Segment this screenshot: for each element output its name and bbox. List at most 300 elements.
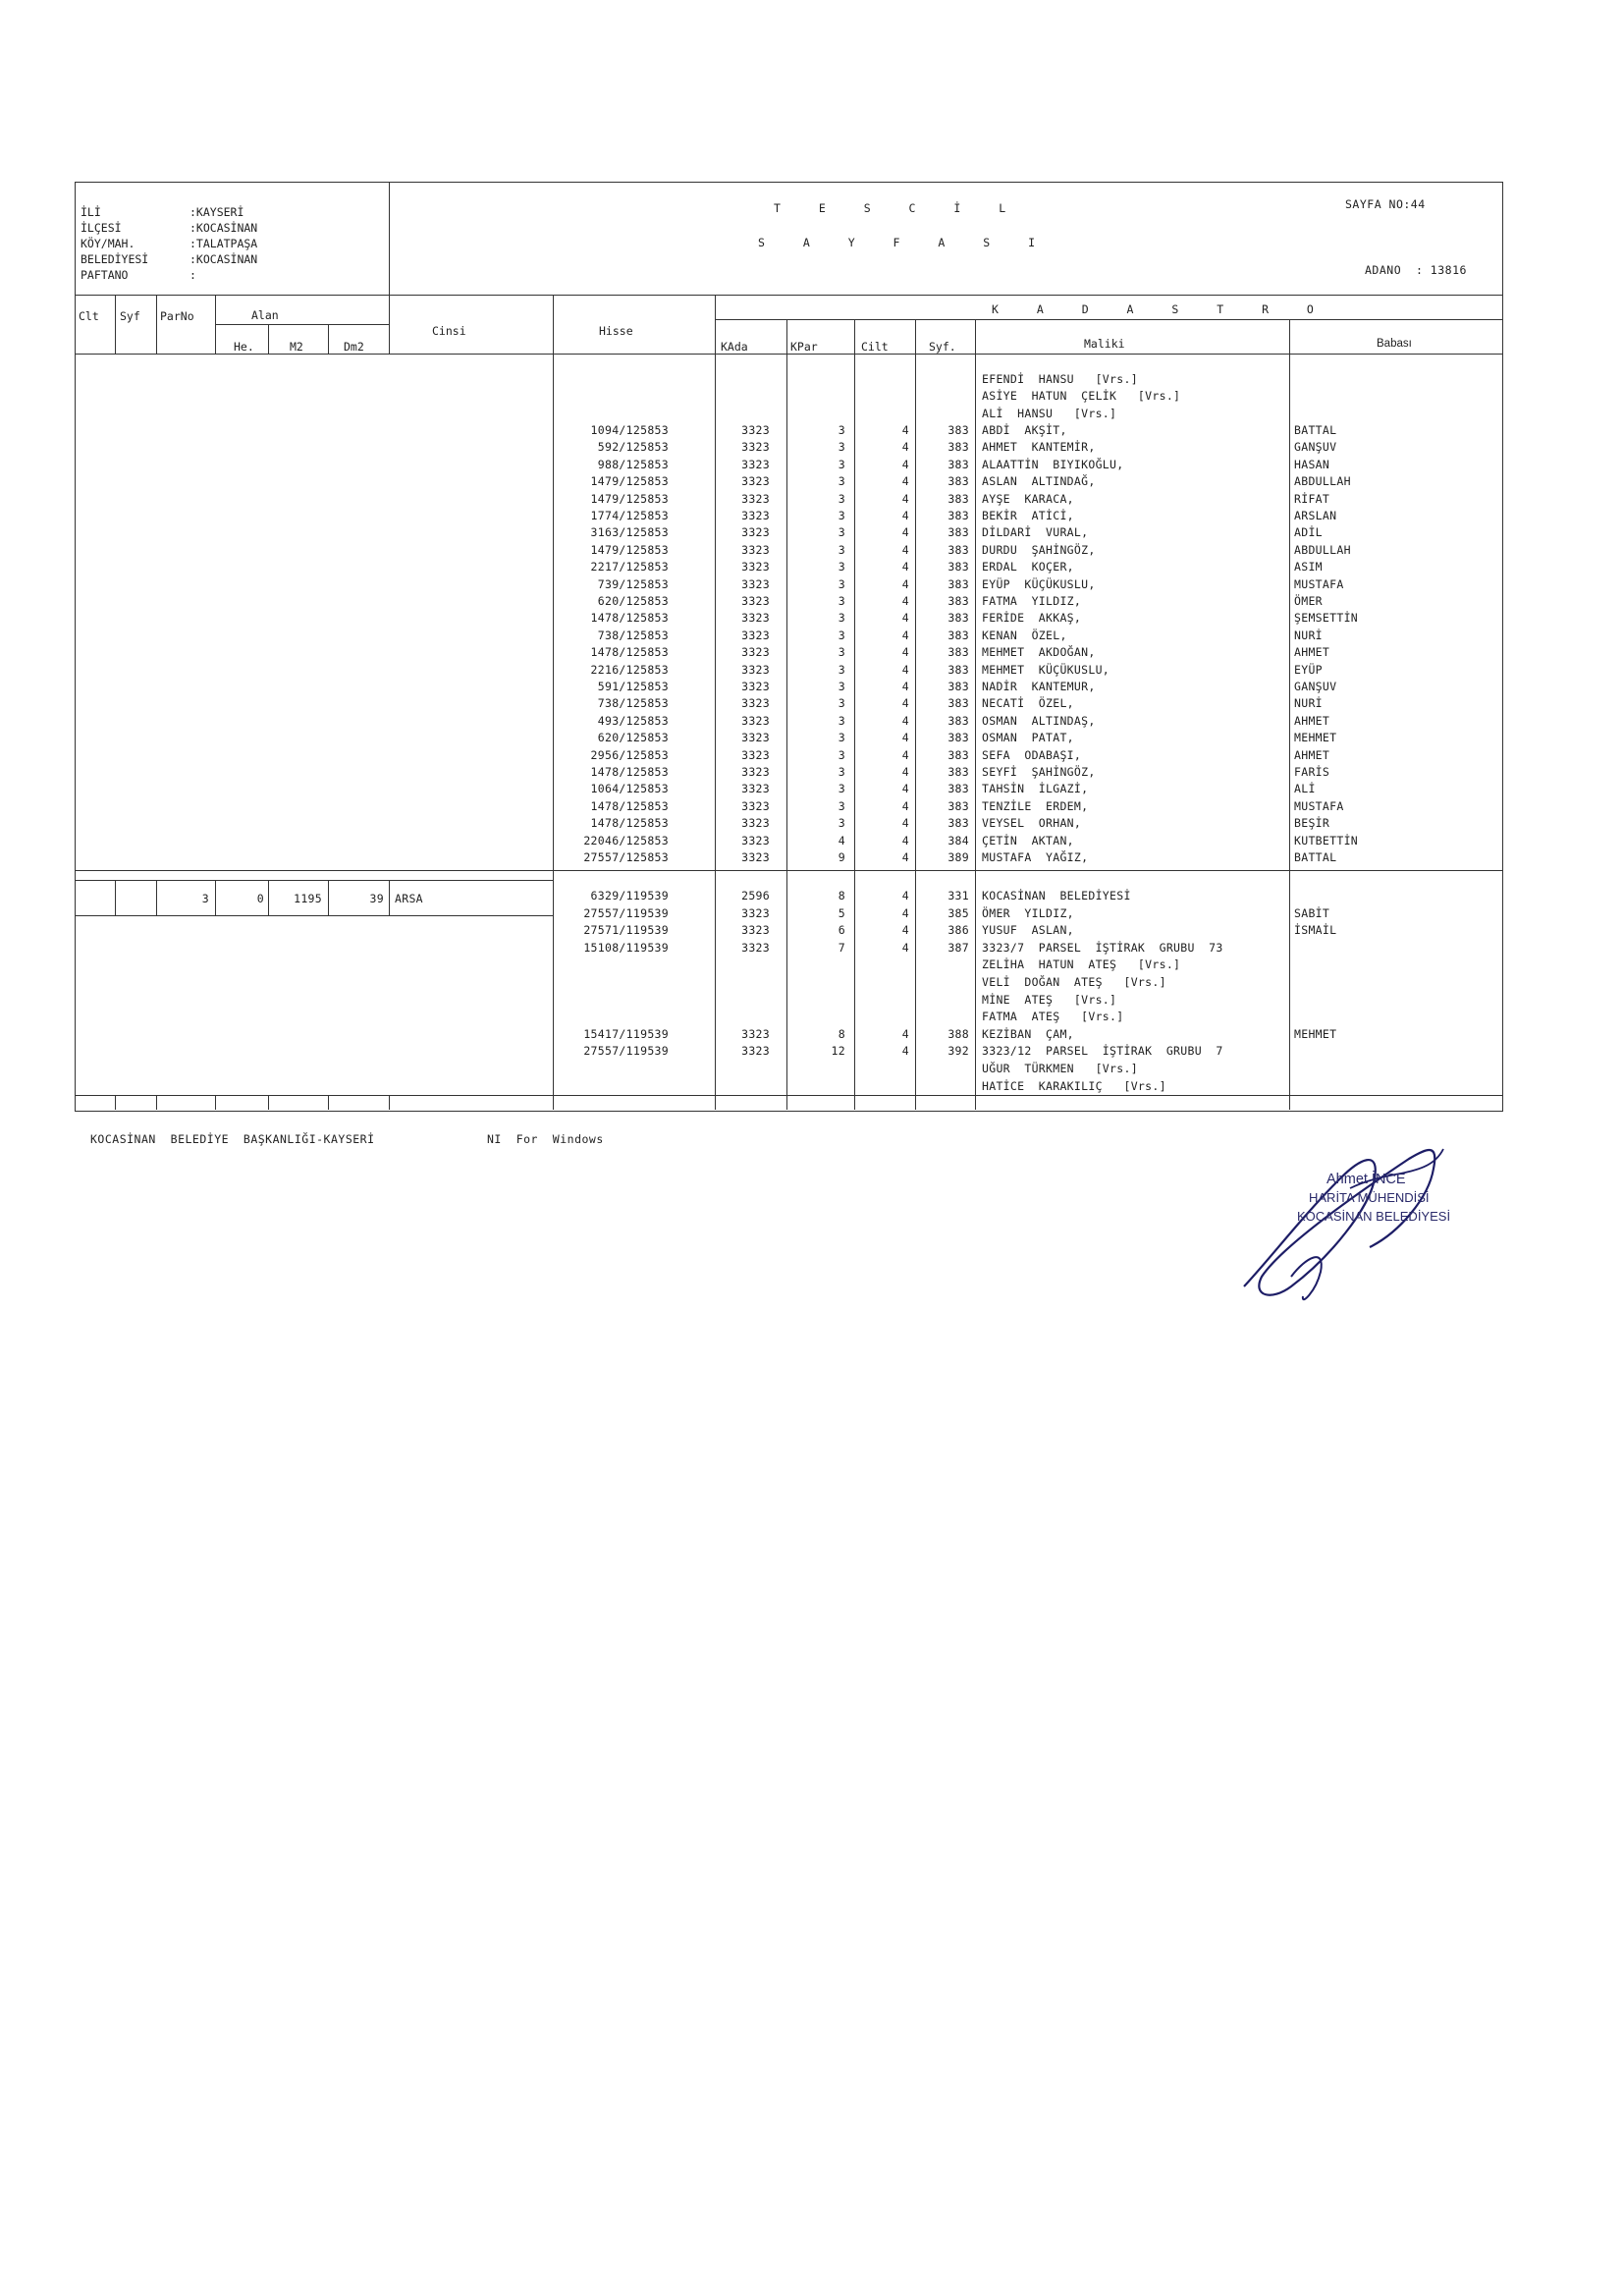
table-row bbox=[0, 888, 1624, 904]
babasi-cell: ABDULLAH bbox=[1294, 542, 1351, 557]
value-ilcesi: :KOCASİNAN bbox=[189, 221, 258, 235]
cilt-cell: 4 bbox=[901, 696, 909, 711]
cilt-cell: 4 bbox=[901, 628, 909, 642]
kpar-cell: 9 bbox=[838, 850, 845, 864]
hisse-cell: 1479/125853 bbox=[590, 474, 669, 489]
table-row bbox=[0, 1043, 1624, 1060]
maliki-cell: DURDU ŞAHİNGÖZ, bbox=[982, 542, 1096, 557]
maliki-cell: 3323/12 PARSEL İŞTİRAK GRUBU 7 bbox=[982, 1044, 1223, 1059]
table-row bbox=[0, 940, 1624, 957]
maliki-cell: MİNE ATEŞ [Vrs.] bbox=[982, 992, 1117, 1007]
syf-cell: 387 bbox=[947, 940, 969, 955]
table-row bbox=[0, 833, 1624, 849]
maliki-cell: HATİCE KARAKILIÇ [Vrs.] bbox=[982, 1078, 1166, 1093]
maliki-cell: YUSUF ASLAN, bbox=[982, 923, 1074, 938]
cilt-cell: 4 bbox=[901, 680, 909, 693]
kpar-cell: 3 bbox=[838, 525, 845, 540]
syf-cell: 383 bbox=[947, 782, 969, 796]
maliki-cell: DİLDARİ VURAL, bbox=[982, 525, 1089, 540]
col-syf2: Syf. bbox=[929, 340, 956, 354]
kada-cell: 3323 bbox=[741, 782, 770, 796]
kada-cell: 3323 bbox=[741, 747, 770, 762]
babasi-cell: ABDULLAH bbox=[1294, 474, 1351, 489]
maliki-cell: ALAATTİN BIYIKOĞLU, bbox=[982, 457, 1124, 471]
table-row bbox=[0, 422, 1624, 439]
kpar-cell: 3 bbox=[838, 423, 845, 437]
maliki-cell: AHMET KANTEMİR, bbox=[982, 440, 1096, 455]
label-koy-mah: KÖY/MAH. bbox=[81, 237, 135, 250]
title-sayfasi: S A Y F A S I bbox=[758, 236, 1052, 249]
maliki-cell: ERDAL KOÇER, bbox=[982, 560, 1074, 574]
babasi-cell: MEHMET bbox=[1294, 1026, 1337, 1041]
kada-cell: 2596 bbox=[741, 889, 770, 902]
table-row bbox=[0, 593, 1624, 610]
syf-cell: 383 bbox=[947, 594, 969, 608]
syf-cell: 383 bbox=[947, 423, 969, 437]
babasi-cell: BATTAL bbox=[1294, 423, 1337, 437]
table-row bbox=[0, 957, 1624, 973]
babasi-cell: MUSTAFA bbox=[1294, 798, 1344, 813]
babasi-cell: EYÜP bbox=[1294, 662, 1323, 677]
cilt-cell: 4 bbox=[901, 423, 909, 437]
maliki-cell: KEZİBAN ÇAM, bbox=[982, 1026, 1074, 1041]
kada-cell: 3323 bbox=[741, 731, 770, 745]
syf-cell: 383 bbox=[947, 645, 969, 660]
babasi-cell: ARSLAN bbox=[1294, 509, 1337, 522]
kpar-cell: 3 bbox=[838, 680, 845, 693]
maliki-cell: FATMA ATEŞ [Vrs.] bbox=[982, 1010, 1124, 1024]
table-row bbox=[0, 1026, 1624, 1043]
value-ili: :KAYSERİ bbox=[189, 205, 244, 219]
syf-cell: 385 bbox=[947, 905, 969, 920]
cilt-cell: 4 bbox=[901, 713, 909, 728]
kada-cell: 3323 bbox=[741, 850, 770, 864]
hisse-cell: 2217/125853 bbox=[590, 560, 669, 574]
syf-cell: 383 bbox=[947, 713, 969, 728]
babasi-cell: KUTBETTİN bbox=[1294, 833, 1359, 847]
table-row bbox=[0, 457, 1624, 473]
maliki-cell: NADİR KANTEMUR, bbox=[982, 680, 1096, 693]
hisse-cell: 6329/119539 bbox=[590, 889, 669, 902]
maliki-cell: ÇETİN AKTAN, bbox=[982, 833, 1074, 847]
kpar-cell: 3 bbox=[838, 747, 845, 762]
kpar-cell: 6 bbox=[838, 923, 845, 938]
kada-cell: 3323 bbox=[741, 542, 770, 557]
kada-cell: 3323 bbox=[741, 491, 770, 506]
table-row bbox=[0, 798, 1624, 815]
babasi-cell: RİFAT bbox=[1294, 491, 1330, 506]
kpar-cell: 3 bbox=[838, 542, 845, 557]
hisse-cell: 1478/125853 bbox=[590, 765, 669, 779]
table-row bbox=[0, 473, 1624, 490]
footer-institution: KOCASİNAN BELEDİYE BAŞKANLIĞI-KAYSERİ bbox=[90, 1132, 375, 1146]
maliki-cell: VEYSEL ORHAN, bbox=[982, 816, 1082, 831]
syf-cell: 384 bbox=[947, 833, 969, 847]
babasi-cell: ADİL bbox=[1294, 525, 1323, 540]
babasi-cell: İSMAİL bbox=[1294, 923, 1337, 938]
kada-cell: 3323 bbox=[741, 1026, 770, 1041]
cilt-cell: 4 bbox=[901, 798, 909, 813]
cilt-cell: 4 bbox=[901, 542, 909, 557]
maliki-cell: SEYFİ ŞAHİNGÖZ, bbox=[982, 765, 1096, 779]
kada-cell: 3323 bbox=[741, 923, 770, 938]
signature-org: KOCASİNAN BELEDİYESİ bbox=[1297, 1209, 1451, 1224]
syf-cell: 383 bbox=[947, 457, 969, 471]
kada-cell: 3323 bbox=[741, 576, 770, 591]
cilt-cell: 4 bbox=[901, 940, 909, 955]
table-row bbox=[0, 992, 1624, 1009]
col-syf: Syf bbox=[120, 309, 140, 323]
signature-stamp bbox=[1232, 1139, 1468, 1306]
babasi-cell: BATTAL bbox=[1294, 850, 1337, 864]
col-clt: Clt bbox=[79, 309, 99, 323]
kada-cell: 3323 bbox=[741, 680, 770, 693]
maliki-cell: ZELİHA HATUN ATEŞ [Vrs.] bbox=[982, 957, 1181, 972]
hisse-cell: 988/125853 bbox=[597, 457, 669, 471]
kpar-cell: 7 bbox=[838, 940, 845, 955]
table-row bbox=[0, 695, 1624, 712]
kada-cell: 3323 bbox=[741, 798, 770, 813]
cilt-cell: 4 bbox=[901, 889, 909, 902]
kpar-cell: 3 bbox=[838, 696, 845, 711]
kpar-cell: 3 bbox=[838, 611, 845, 626]
hisse-cell: 592/125853 bbox=[597, 440, 669, 455]
syf-cell: 331 bbox=[947, 889, 969, 902]
kpar-cell: 3 bbox=[838, 662, 845, 677]
kada-cell: 3323 bbox=[741, 713, 770, 728]
syf-cell: 383 bbox=[947, 509, 969, 522]
table-row bbox=[0, 1009, 1624, 1025]
label-ilcesi: İLÇESİ bbox=[81, 221, 122, 235]
maliki-cell: VELİ DOĞAN ATEŞ [Vrs.] bbox=[982, 975, 1166, 989]
hisse-cell: 1478/125853 bbox=[590, 816, 669, 831]
hisse-cell: 620/125853 bbox=[597, 594, 669, 608]
kpar-cell: 8 bbox=[838, 889, 845, 902]
cilt-cell: 4 bbox=[901, 457, 909, 471]
babasi-cell: NURİ bbox=[1294, 628, 1323, 642]
syf-cell: 386 bbox=[947, 923, 969, 938]
cilt-cell: 4 bbox=[901, 1044, 909, 1059]
babasi-cell: ALİ bbox=[1294, 782, 1316, 796]
syf-cell: 383 bbox=[947, 576, 969, 591]
table-row bbox=[0, 1061, 1624, 1077]
kada-cell: 3323 bbox=[741, 1044, 770, 1059]
syf-cell: 383 bbox=[947, 731, 969, 745]
syf-cell: 383 bbox=[947, 542, 969, 557]
cilt-cell: 4 bbox=[901, 782, 909, 796]
col-alan: Alan bbox=[251, 308, 279, 322]
babasi-cell: AHMET bbox=[1294, 645, 1330, 660]
footer-software: NI For Windows bbox=[487, 1132, 604, 1146]
maliki-cell: BEKİR ATİCİ, bbox=[982, 509, 1074, 522]
table-row bbox=[0, 713, 1624, 730]
syf-cell: 383 bbox=[947, 474, 969, 489]
syf-cell: 383 bbox=[947, 747, 969, 762]
cilt-cell: 4 bbox=[901, 594, 909, 608]
babasi-cell: SABİT bbox=[1294, 905, 1330, 920]
hisse-cell: 738/125853 bbox=[597, 696, 669, 711]
kpar-cell: 3 bbox=[838, 782, 845, 796]
cilt-cell: 4 bbox=[901, 509, 909, 522]
hisse-cell: 27571/119539 bbox=[583, 923, 669, 938]
syf-cell: 383 bbox=[947, 662, 969, 677]
babasi-cell: HASAN bbox=[1294, 457, 1330, 471]
cilt-cell: 4 bbox=[901, 491, 909, 506]
kpar-cell: 3 bbox=[838, 509, 845, 522]
maliki-cell: FERİDE AKKAŞ, bbox=[982, 611, 1082, 626]
cilt-cell: 4 bbox=[901, 525, 909, 540]
cilt-cell: 4 bbox=[901, 731, 909, 745]
hisse-cell: 2956/125853 bbox=[590, 747, 669, 762]
maliki-cell: ÖMER YILDIZ, bbox=[982, 905, 1074, 920]
syf-cell: 383 bbox=[947, 816, 969, 831]
babasi-cell: GANŞUV bbox=[1294, 440, 1337, 455]
babasi-cell: AHMET bbox=[1294, 713, 1330, 728]
maliki-cell: MUSTAFA YAĞIZ, bbox=[982, 850, 1089, 864]
hisse-cell: 1478/125853 bbox=[590, 798, 669, 813]
maliki-cell: SEFA ODABAŞI, bbox=[982, 747, 1082, 762]
table-row bbox=[0, 679, 1624, 695]
hisse-cell: 27557/119539 bbox=[583, 1044, 669, 1059]
parcel-m2: 1195 bbox=[294, 892, 322, 905]
parcel-parno: 3 bbox=[201, 892, 209, 905]
maliki-cell: FATMA YILDIZ, bbox=[982, 594, 1082, 608]
maliki-cell: MEHMET AKDOĞAN, bbox=[982, 645, 1096, 660]
col-babasi: Babası bbox=[1377, 338, 1412, 350]
maliki-cell: TENZİLE ERDEM, bbox=[982, 798, 1089, 813]
cilt-cell: 4 bbox=[901, 474, 909, 489]
kpar-cell: 12 bbox=[831, 1044, 845, 1059]
syf-cell: 383 bbox=[947, 560, 969, 574]
syf-cell: 383 bbox=[947, 491, 969, 506]
babasi-cell: FARİS bbox=[1294, 765, 1330, 779]
heir-note: ALİ HANSU [Vrs.] bbox=[982, 406, 1117, 420]
kpar-cell: 3 bbox=[838, 713, 845, 728]
col-he: He. bbox=[234, 340, 254, 354]
syf-cell: 383 bbox=[947, 525, 969, 540]
hisse-cell: 738/125853 bbox=[597, 628, 669, 642]
hisse-cell: 620/125853 bbox=[597, 731, 669, 745]
kpar-cell: 3 bbox=[838, 645, 845, 660]
value-paftano: : bbox=[189, 268, 196, 282]
maliki-cell: UĞUR TÜRKMEN [Vrs.] bbox=[982, 1062, 1138, 1075]
babasi-cell: MUSTAFA bbox=[1294, 576, 1344, 591]
parcel-he: 0 bbox=[256, 892, 264, 905]
babasi-cell: NURİ bbox=[1294, 696, 1323, 711]
syf-cell: 389 bbox=[947, 850, 969, 864]
syf-cell: 383 bbox=[947, 696, 969, 711]
babasi-cell: AHMET bbox=[1294, 747, 1330, 762]
col-maliki: Maliki bbox=[1084, 337, 1125, 351]
syf-cell: 383 bbox=[947, 765, 969, 779]
hisse-cell: 1094/125853 bbox=[590, 423, 669, 437]
kpar-cell: 3 bbox=[838, 798, 845, 813]
cilt-cell: 4 bbox=[901, 662, 909, 677]
signature-title: HARİTA MÜHENDİSİ bbox=[1309, 1190, 1430, 1205]
table-row bbox=[0, 974, 1624, 991]
hisse-cell: 591/125853 bbox=[597, 680, 669, 693]
table-row bbox=[0, 662, 1624, 679]
col-cinsi: Cinsi bbox=[432, 324, 466, 338]
table-row bbox=[0, 542, 1624, 559]
maliki-cell: TAHSİN İLGAZİ, bbox=[982, 782, 1089, 796]
kpar-cell: 3 bbox=[838, 594, 845, 608]
hisse-cell: 493/125853 bbox=[597, 713, 669, 728]
signature-name: Ahmet İNCE bbox=[1326, 1172, 1406, 1187]
label-belediyesi: BELEDİYESİ bbox=[81, 252, 149, 266]
cilt-cell: 4 bbox=[901, 747, 909, 762]
hisse-cell: 3163/125853 bbox=[590, 525, 669, 540]
table-row bbox=[0, 628, 1624, 644]
maliki-cell: 3323/7 PARSEL İŞTİRAK GRUBU 73 bbox=[982, 940, 1223, 955]
maliki-cell: ASLAN ALTINDAĞ, bbox=[982, 474, 1096, 489]
syf-cell: 383 bbox=[947, 628, 969, 642]
col-hisse: Hisse bbox=[599, 324, 633, 338]
kada-cell: 3323 bbox=[741, 525, 770, 540]
heir-note: EFENDİ HANSU [Vrs.] bbox=[982, 372, 1138, 386]
table-row bbox=[0, 781, 1624, 797]
babasi-cell: ASIM bbox=[1294, 560, 1323, 574]
hisse-cell: 1479/125853 bbox=[590, 542, 669, 557]
hisse-cell: 15108/119539 bbox=[583, 940, 669, 955]
cilt-cell: 4 bbox=[901, 905, 909, 920]
table-row bbox=[0, 644, 1624, 661]
table-row bbox=[0, 815, 1624, 832]
cilt-cell: 4 bbox=[901, 833, 909, 847]
table-row bbox=[0, 922, 1624, 939]
table-row bbox=[0, 508, 1624, 524]
syf-cell: 383 bbox=[947, 440, 969, 455]
kpar-cell: 4 bbox=[838, 833, 845, 847]
hisse-cell: 2216/125853 bbox=[590, 662, 669, 677]
syf-cell: 392 bbox=[947, 1044, 969, 1059]
table-row bbox=[0, 576, 1624, 593]
babasi-cell: GANŞUV bbox=[1294, 680, 1337, 693]
label-ili: İLİ bbox=[81, 205, 101, 219]
maliki-cell: MEHMET KÜÇÜKUSLU, bbox=[982, 662, 1110, 677]
syf-cell: 388 bbox=[947, 1026, 969, 1041]
kada-cell: 3323 bbox=[741, 440, 770, 455]
parcel-cinsi: ARSA bbox=[395, 892, 423, 905]
value-koy-mah: :TALATPAŞA bbox=[189, 237, 258, 250]
kpar-cell: 3 bbox=[838, 765, 845, 779]
cilt-cell: 4 bbox=[901, 1026, 909, 1041]
kada-cell: 3323 bbox=[741, 594, 770, 608]
maliki-cell: OSMAN ALTINDAŞ, bbox=[982, 713, 1096, 728]
kada-cell: 3323 bbox=[741, 628, 770, 642]
maliki-cell: ABDİ AKŞİT, bbox=[982, 423, 1067, 437]
kpar-cell: 3 bbox=[838, 560, 845, 574]
table-row bbox=[0, 747, 1624, 764]
hisse-cell: 27557/119539 bbox=[583, 905, 669, 920]
cilt-cell: 4 bbox=[901, 576, 909, 591]
kada-cell: 3323 bbox=[741, 457, 770, 471]
maliki-cell: AYŞE KARACA, bbox=[982, 491, 1074, 506]
babasi-cell: ŞEMSETTİN bbox=[1294, 611, 1359, 626]
hisse-cell: 22046/125853 bbox=[583, 833, 669, 847]
syf-cell: 383 bbox=[947, 611, 969, 626]
cilt-cell: 4 bbox=[901, 765, 909, 779]
ada-no: ADANO : 13816 bbox=[1365, 263, 1467, 277]
kada-cell: 3323 bbox=[741, 833, 770, 847]
kpar-cell: 3 bbox=[838, 731, 845, 745]
kpar-cell: 8 bbox=[838, 1026, 845, 1041]
table-row bbox=[0, 439, 1624, 456]
hisse-cell: 1774/125853 bbox=[590, 509, 669, 522]
hisse-cell: 1478/125853 bbox=[590, 645, 669, 660]
kada-cell: 3323 bbox=[741, 509, 770, 522]
kada-cell: 3323 bbox=[741, 611, 770, 626]
title-tescil: T E S C İ L bbox=[774, 201, 1022, 215]
kadastro-title: K A D A S T R O bbox=[992, 302, 1329, 316]
kada-cell: 3323 bbox=[741, 645, 770, 660]
label-paftano: PAFTANO bbox=[81, 268, 129, 282]
table-row bbox=[0, 524, 1624, 541]
table-row bbox=[0, 849, 1624, 866]
kada-cell: 3323 bbox=[741, 474, 770, 489]
syf-cell: 383 bbox=[947, 798, 969, 813]
maliki-cell: NECATİ ÖZEL, bbox=[982, 696, 1074, 711]
sayfa-no: SAYFA NO:44 bbox=[1345, 197, 1426, 211]
hisse-cell: 15417/119539 bbox=[583, 1026, 669, 1041]
heir-note: ASİYE HATUN ÇELİK [Vrs.] bbox=[982, 389, 1181, 404]
cilt-cell: 4 bbox=[901, 560, 909, 574]
kpar-cell: 3 bbox=[838, 628, 845, 642]
table-row bbox=[0, 559, 1624, 575]
cilt-cell: 4 bbox=[901, 645, 909, 660]
table-row bbox=[0, 610, 1624, 627]
babasi-cell: ÖMER bbox=[1294, 594, 1323, 608]
col-parno: ParNo bbox=[160, 309, 194, 323]
hisse-cell: 1478/125853 bbox=[590, 611, 669, 626]
maliki-cell: KOCASİNAN BELEDİYESİ bbox=[982, 889, 1131, 902]
maliki-cell: OSMAN PATAT, bbox=[982, 731, 1074, 745]
cilt-cell: 4 bbox=[901, 923, 909, 938]
cilt-cell: 4 bbox=[901, 611, 909, 626]
kpar-cell: 3 bbox=[838, 491, 845, 506]
cilt-cell: 4 bbox=[901, 850, 909, 864]
table-row bbox=[0, 730, 1624, 746]
kada-cell: 3323 bbox=[741, 696, 770, 711]
kada-cell: 3323 bbox=[741, 940, 770, 955]
table-row bbox=[0, 1078, 1624, 1095]
kada-cell: 3323 bbox=[741, 662, 770, 677]
hisse-cell: 1064/125853 bbox=[590, 782, 669, 796]
table-row bbox=[0, 491, 1624, 508]
babasi-cell: MEHMET bbox=[1294, 731, 1337, 745]
col-kada: KAda bbox=[721, 340, 748, 354]
kada-cell: 3323 bbox=[741, 905, 770, 920]
maliki-cell: EYÜP KÜÇÜKUSLU, bbox=[982, 576, 1096, 591]
kpar-cell: 3 bbox=[838, 816, 845, 831]
kada-cell: 3323 bbox=[741, 423, 770, 437]
kpar-cell: 3 bbox=[838, 440, 845, 455]
parcel-dm2: 39 bbox=[369, 892, 384, 905]
maliki-cell: KENAN ÖZEL, bbox=[982, 628, 1067, 642]
kpar-cell: 3 bbox=[838, 457, 845, 471]
col-kpar: KPar bbox=[790, 340, 818, 354]
kpar-cell: 3 bbox=[838, 576, 845, 591]
kada-cell: 3323 bbox=[741, 560, 770, 574]
table-row bbox=[0, 764, 1624, 781]
col-dm2: Dm2 bbox=[344, 340, 364, 354]
table-row bbox=[0, 905, 1624, 922]
syf-cell: 383 bbox=[947, 680, 969, 693]
kpar-cell: 3 bbox=[838, 474, 845, 489]
hisse-cell: 739/125853 bbox=[597, 576, 669, 591]
hisse-cell: 1479/125853 bbox=[590, 491, 669, 506]
cilt-cell: 4 bbox=[901, 816, 909, 831]
